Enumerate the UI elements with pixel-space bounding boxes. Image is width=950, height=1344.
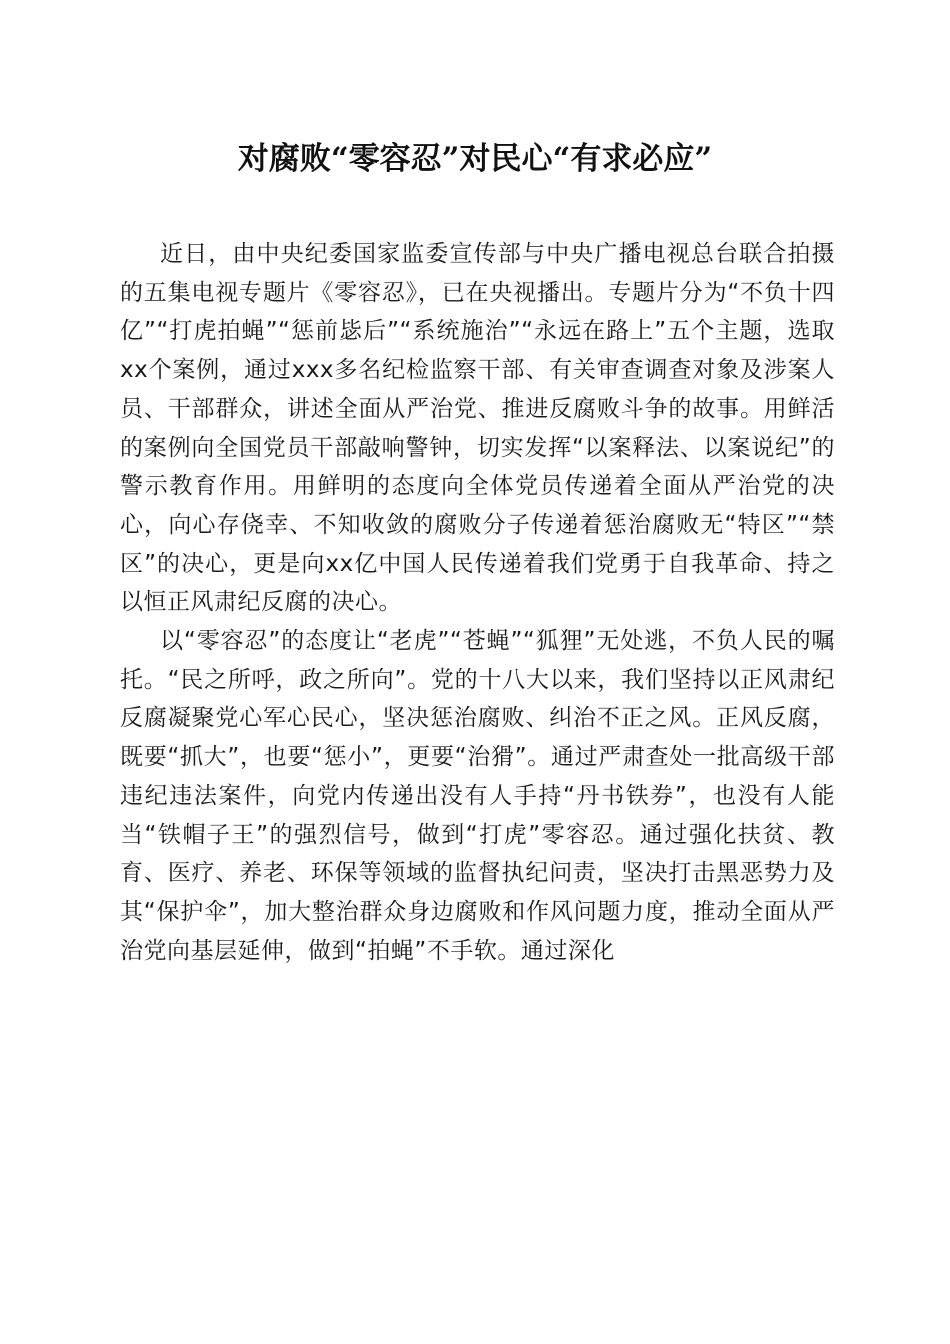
document-title: 对腐败“零容忍”对民心“有求必应” bbox=[237, 141, 713, 177]
paragraph-2: 以“零容忍”的态度让“老虎”“苍蝇”“狐狸”无处逃，不负人民的嘱托。“民之所呼，政之所向”。党的十八大以来，我们坚持以正风肃纪反腐凝聚党心军心民心，坚决惩治腐败、纠治不正之风。正风反腐，既要“抓大”，也要“惩小”，更要“治猾”。通过严肃查处一批高级干部违纪违法案件，向党内传递出没有人手持“丹书铁券”，也没有人能当“铁帽子王”的强烈信号，做到“打虎”零容忍。通过强化扶贫、教育、医疗、养老、环保等领域的监督执纪问责，坚决打击黑恶势力及其“保护伞”，加大整治群众身边腐败和作风问题力度，推动全面从严治党向基层延伸，做到“拍蝇”不手软。通过深化 bbox=[120, 628, 835, 964]
document-body bbox=[120, 235, 835, 970]
paragraph-1: 近日，由中央纪委国家监委宣传部与中央广播电视总台联合拍摄的五集电视专题片《零容忍》，已在央视播出。专题片分为“不负十四亿”“打虎拍蝇”“惩前毖后”“系统施治”“永远在路上”五个主题，选取xx个案例，通过xxx多名纪检监察干部、有关审查调查对象及涉案人员、干部群众，讲述全面从严治党、推进反腐败斗争的故事。用鲜活的案例向全国党员干部敲响警钟，切实发挥“以案释法、以案说纪”的警示教育作用。用鲜明的态度向全体党员传递着全面从严治党的决心，向心存侥幸、不知收敛的腐败分子传递着惩治腐败无“特区”“禁区”的决心，更是向xx亿中国人民传递着我们党勇于自我革命、持之以恒正风肃纪反腐的决心。 bbox=[120, 241, 835, 616]
